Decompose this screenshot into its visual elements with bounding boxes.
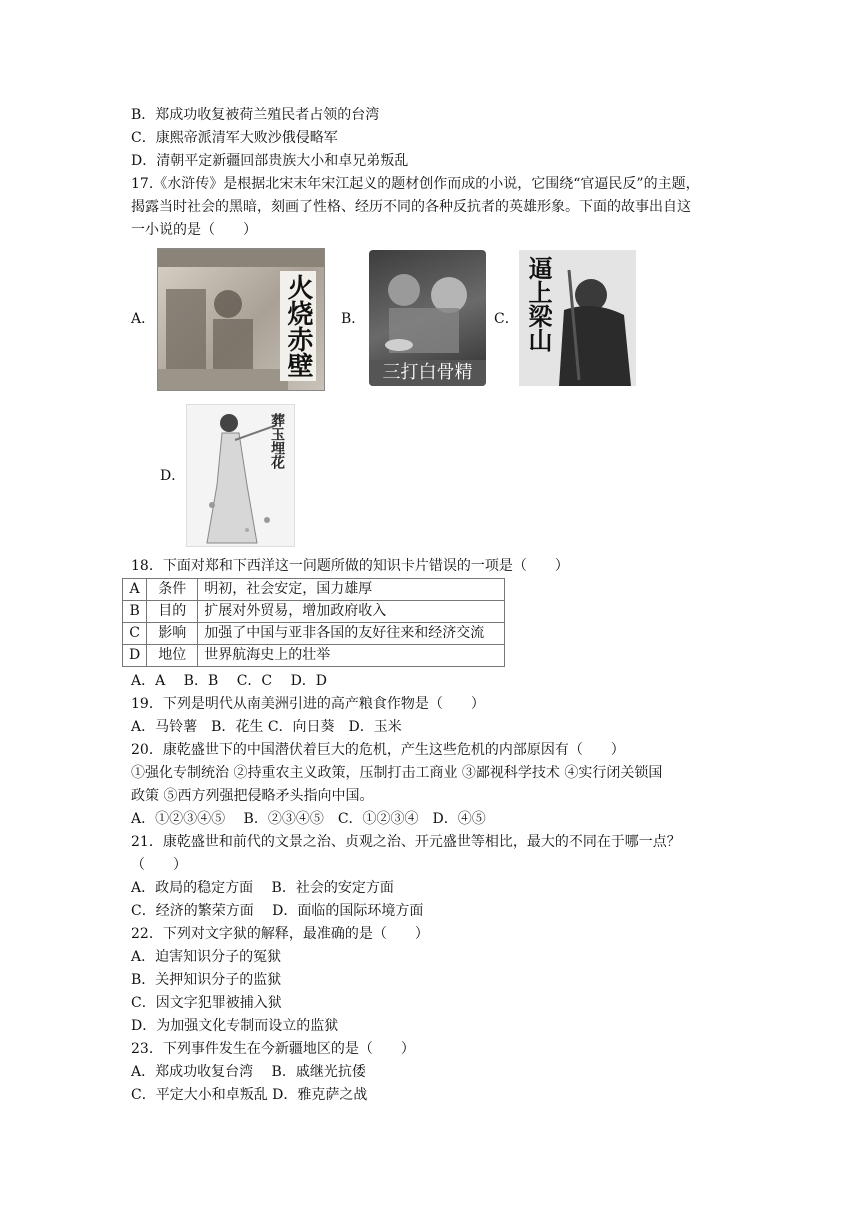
q17-stem-line1: 17.《水浒传》是根据北宋末年宋江起义的题材创作而成的小说，它围绕“官逼民反”的主题， [131,176,700,192]
row-key: A [123,579,147,601]
q21-answer-paren: （ ） [131,857,187,873]
q22-option-b: B．关押知识分子的监狱 [131,972,282,988]
q17-image-d [186,404,295,547]
q21-options-line2: C．经济的繁荣方面 D．面临的国际环境方面 [131,903,424,919]
q17-label-c: C． [494,311,519,327]
q17-image-d-title: 葬玉埋花 [269,413,285,469]
row-name: 条件 [147,579,198,601]
row-content: 加强了中国与亚非各国的友好往来和经济交流 [198,623,505,645]
q17-image-c [519,250,636,386]
knowledge-card-table [122,578,505,667]
q17-stem-line3: 一小说的是（ ） [131,222,257,238]
q22-option-a: A．迫害知识分子的冤狱 [131,949,282,965]
q23-options-line2: C．平定大小和卓叛乱 D．雅克萨之战 [131,1087,368,1103]
q23-options-line1: A．郑成功收复台湾 B．戚继光抗倭 [131,1064,366,1080]
row-content: 明初，社会安定，国力雄厚 [198,579,505,601]
q20-stem: 20．康乾盛世下的中国潜伏着巨大的危机，产生这些危机的内部原因有（ ） [131,742,625,758]
table-row [123,601,505,623]
q17-label-d: D． [160,468,186,484]
row-name: 影响 [147,623,198,645]
table-row [123,645,505,667]
q17-image-b [369,250,486,386]
row-key: D [123,645,147,667]
q17-image-c-title: 逼上梁山 [524,256,553,352]
q22-option-c: C．因文字犯罪被捕入狱 [131,995,282,1011]
row-key: C [123,623,147,645]
q22-option-d: D．为加强文化专制而设立的监狱 [131,1018,339,1034]
q19-stem: 19．下列是明代从南美洲引进的高产粮食作物是（ ） [131,696,485,712]
q21-options-line1: A．政局的稳定方面 B．社会的安定方面 [131,880,394,896]
table-row [123,623,505,645]
q17-label-a: A． [131,311,156,327]
q16-option-b: B．郑成功收复被荷兰殖民者占领的台湾 [131,107,380,123]
row-name: 目的 [147,601,198,623]
q22-stem: 22．下列对文字狱的解释，最准确的是（ ） [131,926,429,942]
q20-options: A．①②③④⑤ B．②③④⑤ C．①②③④ D．④⑤ [131,811,486,827]
q17-image-a [157,248,325,391]
row-key: B [123,601,147,623]
q18-options: A．A B．B C．C D．D [131,673,328,689]
q16-option-c: C．康熙帝派清军大败沙俄侵略军 [131,130,338,146]
q20-statement-line2: 政策 ⑤西方列强把侵略矛头指向中国。 [131,788,374,804]
q18-stem: 18．下面对郑和下西洋这一问题所做的知识卡片错误的一项是（ ） [131,558,569,574]
row-name: 地位 [147,645,198,667]
q16-option-d: D．清朝平定新疆回部贵族大小和卓兄弟叛乱 [131,153,409,169]
q23-stem: 23．下列事件发生在今新疆地区的是（ ） [131,1041,415,1057]
row-content: 世界航海史上的壮举 [198,645,505,667]
q17-stem-line2: 揭露当时社会的黑暗，刻画了性格、经历不同的各种反抗者的英雄形象。下面的故事出自这 [131,199,691,215]
q17-image-a-title: 火烧赤壁 [280,271,316,381]
q21-stem: 21．康乾盛世和前代的文景之治、贞观之治、开元盛世等相比，最大的不同在于哪一点？ [131,834,681,850]
q19-options: A．马铃薯 B．花生 C．向日葵 D．玉米 [131,719,402,735]
row-content: 扩展对外贸易，增加政府收入 [198,601,505,623]
table-row [123,579,505,601]
q17-image-b-title: 三打白骨精 [369,360,486,386]
q20-statement-line1: ①强化专制统治 ②持重农主义政策，压制打击工商业 ③鄙视科学技术 ④实行闭关锁国 [131,765,663,781]
q17-label-b: B． [341,311,366,327]
